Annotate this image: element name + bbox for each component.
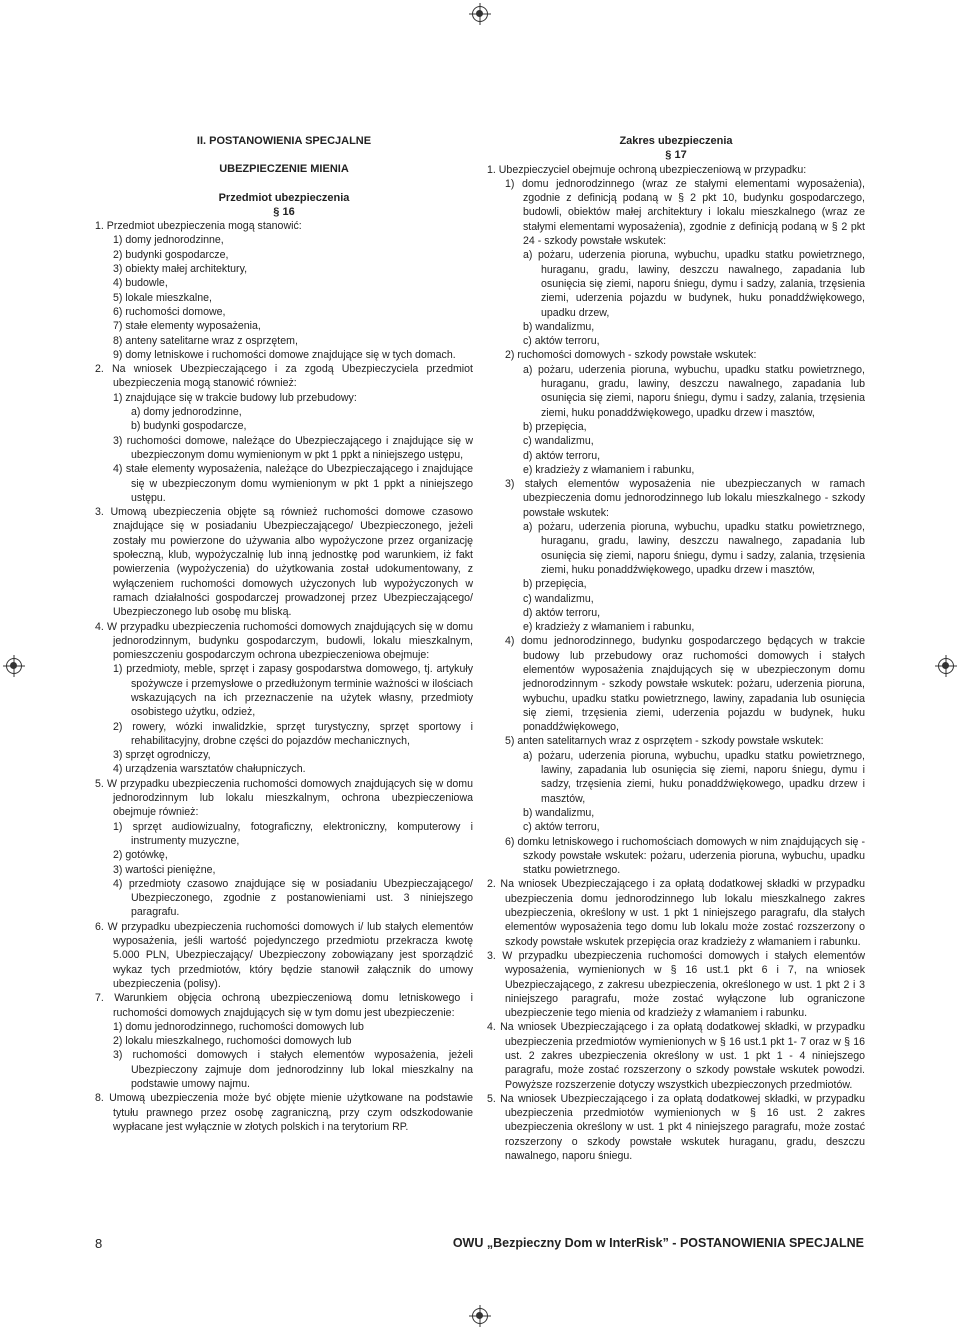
left-column: [95, 134, 473, 1134]
text-line: 5. W przypadku ubezpieczenia ruchomości domowych znajdujących się w domu jednorodzinnym lub lokalu mieszkalnym, ochrona ubezpieczeniowa obejmuje również:: [95, 777, 473, 819]
left-paragraph-sign: § 16: [273, 205, 295, 218]
text-line: 1) domy jednorodzinne,: [113, 234, 224, 247]
text-line: 4) urządzenia warsztatów chałupniczych.: [113, 763, 306, 776]
text-line: e) kradzieży z włamaniem i rabunku,: [523, 463, 695, 476]
text-line: 4) budowle,: [113, 277, 168, 290]
text-line: 3) ruchomości domowych i stałych elementów wyposażenia, jeżeli Ubezpieczony zajmuje dom jednorodzinny lub lokal mieszkalny na podstawie umowy najmu.: [113, 1049, 473, 1090]
text-line: d) aktów terroru,: [523, 606, 601, 619]
page-number: 8: [95, 1236, 103, 1251]
registration-mark-left-icon: [6, 658, 22, 674]
text-line: 1) domu jednorodzinnego, ruchomości domowych lub: [113, 1020, 364, 1033]
text-line: d) aktów terroru,: [523, 449, 601, 462]
text-line: 7. Warunkiem objęcia ochroną ubezpieczeniową domu letniskowego i ruchomości domowych znajdujących się w tym domu jest ubezpieczenie:: [95, 992, 473, 1019]
text-line: 2) budynki gospodarcze,: [113, 248, 229, 261]
text-line: 1) sprzęt audiowizualny, fotograficzny, elektroniczny, komputerowy i instrumenty muzyczne,: [113, 820, 473, 847]
text-line: b) przepięcia,: [523, 578, 587, 591]
text-line: 6. W przypadku ubezpieczenia ruchomości domowych i/ lub stałych elementów wyposażenia, jeśli wartość pojedynczego przedmiotu przekracza kwotę 5.000 PLN, Ubezpieczający/ Ubezpieczony zobowiązany jest sporządzić wykaz tych przedmiotów, który będzie stanowił załącznik do umowy ubezpieczenia (polisy).: [95, 920, 473, 990]
text-line: 3) ruchomości domowe, należące do Ubezpieczającego i znajdujące się w ubezpieczonym domu wymienionym w pkt 1 ppkt a niniejszego ustępu,: [113, 434, 473, 461]
text-line: 2) gotówkę,: [113, 849, 168, 862]
text-line: 2) rowery, wózki inwalidzkie, sprzęt turystyczny, sprzęt sportowy i rehabilitacyjny, drobne części do pojazdów mechanicznych,: [113, 720, 473, 747]
text-line: 3) obiekty małej architektury,: [113, 263, 248, 276]
footer-title: OWU „Bezpieczny Dom w InterRisk” - POSTANOWIENIA SPECJALNE: [452, 1236, 864, 1250]
registration-mark-bottom-icon: [472, 1308, 488, 1324]
text-line: 2) lokalu mieszkalnego, ruchomości domowych lub: [113, 1035, 352, 1048]
text-line: b) przepięcia,: [523, 420, 587, 433]
section-title: II. POSTANOWIENIA SPECJALNE: [196, 135, 372, 147]
text-line: 1. Ubezpieczyciel obejmuje ochroną ubezpieczeniową w przypadku:: [487, 163, 807, 176]
text-line: 2. Na wniosek Ubezpieczającego i za zgodą Ubezpieczyciela przedmiot ubezpieczenia mogą stanowić również:: [95, 363, 473, 390]
text-line: 1. Przedmiot ubezpieczenia mogą stanowić:: [95, 220, 302, 233]
text-line: 1) domu jednorodzinnego (wraz ze stałymi elementami wyposażenia), zgodnie z definicją podaną w § 2 pkt 10, budynku gospodarczego, budowli, obiektów małej architektury i lokalu mieszkalnego (wraz ze stałymi elementami wyposażenia), zgodnie z definicją podaną w § 2 pkt 24 - szkody powstałe wskutek:: [505, 177, 865, 248]
text-line: 2) ruchomości domowych - szkody powstałe wskutek:: [505, 349, 757, 362]
text-line: 3) wartości pieniężne,: [113, 863, 216, 876]
text-line: 5) lokale mieszkalne,: [113, 291, 212, 304]
left-heading: Przedmiot ubezpieczenia: [218, 191, 350, 204]
text-line: 4) domu jednorodzinnego, budynku gospodarczego będących w trakcie budowy lub przebudowy oraz ruchomości domowych i stałych elementów wyposażenia znajdujących się w ubezpieczonym domu jednorodzinnym - szkody powstałe wskutek: pożaru, uderzenia pioruna, wybuchu, upadku statku powietrznego, lawiny, zapadania lub osunięcia się ziemi, trzęsienia ziemi, uderzenia pojazdu w budynek, huku ponaddźwiękowego,: [505, 635, 865, 734]
text-line: 4. W przypadku ubezpieczenia ruchomości domowych znajdujących się w domu jednorodzinnym, budynku gospodarczym, budowli, lokalu mieszkalnym, pomieszczeniu gospodarczym ochrona ubezpieczeniowa obejmuje:: [95, 620, 473, 662]
text-line: 3. Umową ubezpieczenia objęte są również ruchomości domowe czasowo znajdujące się w posiadaniu Ubezpieczającego/ Ubezpieczonego, jeżeli zostały mu powierzone do używania albo wypożyczone przez organizację społeczną, klub, wypożyczalnię lub inną jednostkę pod warunkiem, iż fakt powierzenia (wypożyczenia) do użytkowania został udokumentowany, z wyłączeniem ruchomości domowych użyczonych lub wypożyczonych w ramach działalności gospodarczej prowadzonej przez Ubezpieczającego/ Ubezpieczonego lub osobę mu bliską.: [95, 506, 473, 619]
text-line: 7) stałe elementy wyposażenia,: [113, 320, 261, 333]
right-column: [487, 134, 865, 1163]
text-line: 1) znajdujące się w trakcie budowy lub przebudowy:: [113, 391, 357, 404]
text-line: a) domy jednorodzinne,: [131, 406, 242, 419]
right-body: [487, 163, 865, 1164]
text-line: 8) anteny satelitarne wraz z osprzętem,: [113, 334, 298, 347]
text-line: 9) domy letniskowe i ruchomości domowe znajdujące się w tych domach.: [113, 348, 456, 361]
text-line: 6) domku letniskowego i ruchomościach domowych w nim znajdujących się - szkody powstałe wskutek: pożaru, uderzenia pioruna, wybuchu, upadku statku powietrznego.: [505, 835, 865, 877]
subsection-title: UBEZPIECZENIE MIENIA: [219, 163, 349, 176]
text-line: a) pożaru, uderzenia pioruna, wybuchu, upadku statku powietrznego, huraganu, gradu, lawiny, deszczu nawalnego, zapadania lub osunięcia się ziemi, naporu śniegu, dymu i sadzy, zalania, trzęsienia ziemi, huku ponaddźwiękowego, upadku drzew i masztów,: [523, 521, 865, 576]
registration-mark-right-icon: [938, 658, 954, 674]
text-line: 1) przedmioty, meble, sprzęt i zapasy gospodarstwa domowego, tj. artykuły spożywcze i przemysłowe o przedłużonym terminie ważności w ilościach wskazujących na ich przeznaczenie na użytek własny, przedmioty osobistego użytku, odzież,: [113, 663, 473, 719]
text-line: 5. Na wniosek Ubezpieczającego i za opłatą dodatkowej składki, w przypadku ubezpieczenia przedmiotów wymienionych w § 16 ust. 2 zakres ubezpieczenia określony w ust. 1 pkt 4 niniejszego paragrafu, może zostać rozszerzony o szkody powstałe wskutek huraganu, gradu, deszczu nawalnego, naporu śniegu.: [487, 1092, 865, 1163]
text-line: 4) przedmioty czasowo znajdujące się w posiadaniu Ubezpieczającego/ Ubezpieczonego, zgodnie z postanowieniami ust. 3 niniejszego paragrafu.: [113, 877, 473, 919]
right-heading: Zakres ubezpieczenia: [619, 135, 733, 147]
text-line: c) wandalizmu,: [523, 592, 594, 605]
text-line: a) pożaru, uderzenia pioruna, wybuchu, upadku statku powietrznego, lawiny, zapadania lub osunięcia się ziemi, naporu śniegu, dymu i sadzy, trzęsienia ziemi, huku ponaddźwiękowego, upadku drzew i masztów,: [523, 749, 865, 805]
left-body: [95, 219, 473, 1134]
text-line: b) wandalizmu,: [523, 806, 595, 819]
text-line: b) budynki gospodarcze,: [131, 420, 247, 433]
text-line: a) pożaru, uderzenia pioruna, wybuchu, upadku statku powietrznego, huraganu, gradu, lawiny, deszczu nawalnego, zapadania lub osunięcia się ziemi, naporu śniegu, dymu i sadzy, zalania, trzęsienia ziemi, uderzenia pojazdu w budynek, huku ponaddźwiękowego, upadku drzew,: [523, 249, 865, 319]
text-line: 4. Na wniosek Ubezpieczającego i za opłatą dodatkowej składki, w przypadku ubezpieczenia przedmiotów wymienionych w § 16 ust.1 pkt 1- 7 oraz w § 16 ust. 2 zakres ubezpieczenia określony w ust. 1 pkt 1 - 4 niniejszego paragrafu, może zostać rozszerzony o szkody powstałe wskutek powodzi. Powyższe rozszerzenie dotyczy wszystkich ubezpieczonych przedmiotów.: [487, 1021, 865, 1091]
text-line: 5) anten satelitarnych wraz z osprzętem - szkody powstałe wskutek:: [505, 735, 824, 748]
right-paragraph-sign: § 17: [665, 149, 687, 162]
text-line: 3) stałych elementów wyposażenia nie ubezpieczanych w ramach ubezpieczenia domu jednorodzinnego lub lokalu mieszkalnego - szkody powstałe wskutek:: [505, 478, 865, 519]
text-line: 8. Umową ubezpieczenia może być objęte mienie użytkowane na podstawie tytułu prawnego przez osobę zagraniczną, przy czym odszkodowanie wypłacane jest wyłącznie w złotych polskich i na terytorium RP.: [95, 1092, 473, 1133]
text-line: 3. W przypadku ubezpieczenia ruchomości domowych i stałych elementów wyposażenia, wymienionych w § 16 ust.1 pkt 6 i 7, na wniosek Ubezpieczającego, z zakresu ubezpieczenia, określonego w ust. 1 pkt 2 i 3 niniejszego paragrafu, może zostać wyłączone lub ograniczone ubezpieczenie tego mienia od kradzieży z włamaniem i rabunku.: [487, 949, 865, 1020]
text-line: c) aktów terroru,: [523, 335, 600, 348]
text-line: 2. Na wniosek Ubezpieczającego i za opłatą dodatkowej składki w przypadku ubezpieczenia domu jednorodzinnego lub lokalu mieszkalnego zakres ubezpieczenia, określony w ust. 1 pkt 1 niniejszego paragrafu, dla stałych elementów wyposażenia tego domu lub lokalu może zostać rozszerzony o szkody powstałe wskutek przepięcia oraz kradzieży z włamaniem i rabunku.: [487, 878, 865, 948]
text-line: a) pożaru, uderzenia pioruna, wybuchu, upadku statku powietrznego, huraganu, gradu, lawiny, deszczu nawalnego, zapadania lub osunięcia się ziemi, naporu śniegu, dymu i sadzy, zalania, trzęsienia ziemi, huku ponaddźwiękowego, upadku drzew i masztów,: [523, 363, 865, 419]
text-line: 3) sprzęt ogrodniczy,: [113, 749, 211, 762]
registration-mark-top-icon: [472, 6, 488, 22]
text-line: c) aktów terroru,: [523, 821, 600, 834]
text-line: 4) stałe elementy wyposażenia, należące do Ubezpieczającego i znajdujące się w ubezpieczonym domu wymienionym w pkt 1 ppkt a niniejszego ustępu.: [113, 463, 473, 504]
text-line: e) kradzieży z włamaniem i rabunku,: [523, 621, 695, 634]
text-line: 6) ruchomości domowe,: [113, 305, 226, 318]
text-line: c) wandalizmu,: [523, 435, 594, 448]
text-line: b) wandalizmu,: [523, 320, 595, 333]
